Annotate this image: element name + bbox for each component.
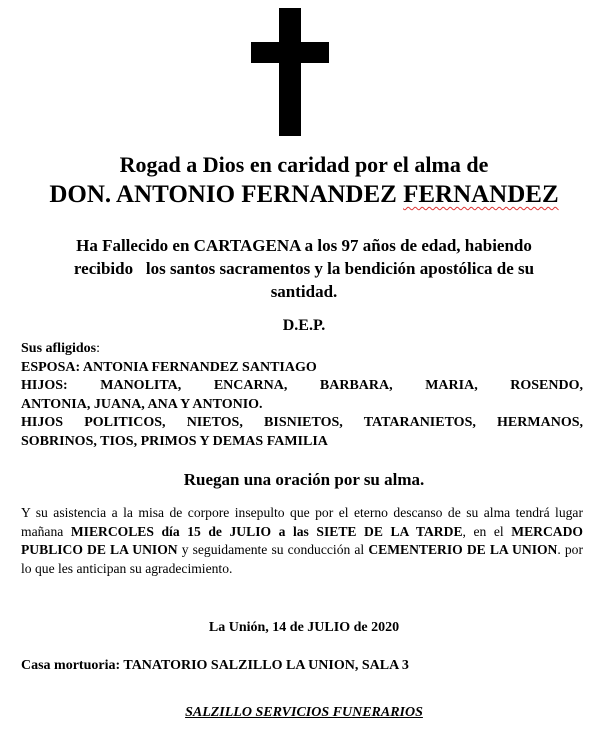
cross-icon — [251, 8, 329, 136]
dep-heading: D.E.P. — [282, 317, 326, 334]
invocation-heading: Rogad a Dios en caridad por el alma de — [119, 152, 489, 177]
funeral-company-signature: SALZILLO SERVICIOS FUNERARIOS — [185, 705, 423, 720]
date-line: La Unión, 14 de JULIO de 2020 — [208, 620, 400, 635]
family-line-2: SOBRINOS, TIOS, PRIMOS Y DEMAS FAMILIA — [21, 433, 328, 449]
death-announcement: Ha Fallecido en CARTAGENA a los 97 años de edad, habiendo recibido los santos sacramentos y la bendición apostólica de su santidad. — [73, 236, 535, 301]
service-details: Y su asistencia a la misa de corpore insepulto que por el eterno descanso de su alma tendrá lugar mañana MIERCOLES día 15 de JULIO a las SIETE DE LA TARDE, en el MERCADO PUBLICO DE LA UNION y seguidamente su conducción al CEMENTERIO DE LA UNION. por lo que les anticipan su agradecimiento. — [21, 505, 583, 576]
deceased-name: DON. ANTONIO FERNANDEZ FERNANDEZ — [49, 181, 559, 208]
spouse-line: ESPOSA: ANTONIA FERNANDEZ SANTIAGO — [21, 359, 317, 375]
children-line-1: HIJOS: MANOLITA, ENCARNA, BARBARA, MARIA, ROSENDO, — [21, 378, 583, 393]
children-line-2: ANTONIA, JUANA, ANA Y ANTONIO. — [21, 396, 263, 412]
mourners-label: Sus afligidos: — [21, 341, 100, 356]
funeral-home: Casa mortuoria: TANATORIO SALZILLO LA UNION, SALA 3 — [21, 658, 409, 673]
prayer-request: Ruegan una oración por su alma. — [183, 470, 425, 489]
family-line-1: HIJOS POLITICOS, NIETOS, BISNIETOS, TATARANIETOS, HERMANOS, — [21, 415, 583, 430]
mourners-list — [21, 340, 583, 451]
